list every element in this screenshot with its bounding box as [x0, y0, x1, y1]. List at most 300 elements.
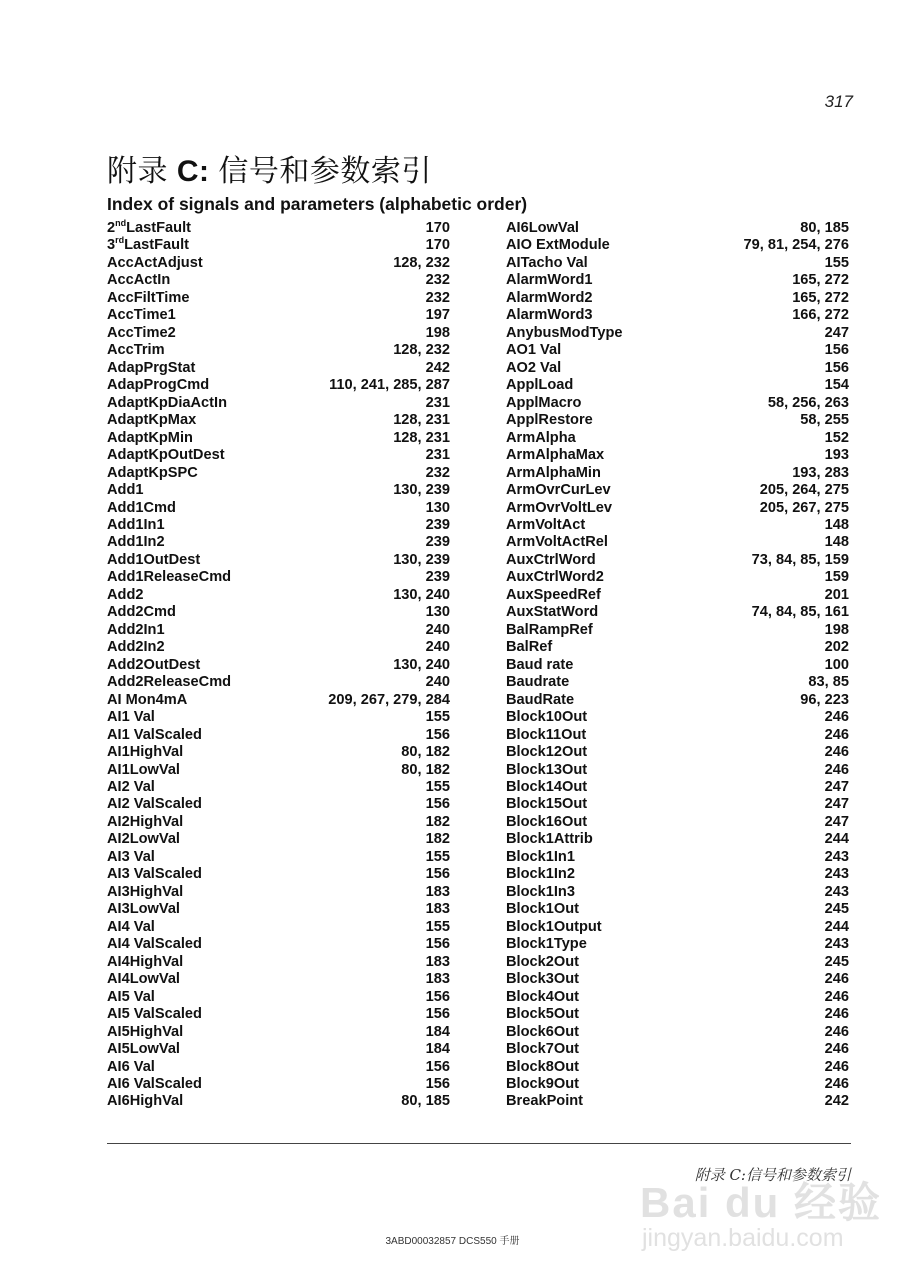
- entry-pages: 58, 256, 263: [767, 394, 849, 411]
- entry-name: [107, 500, 176, 517]
- entry-pages: 201: [824, 586, 849, 603]
- entry-pages: 246: [824, 988, 849, 1005]
- entry-name: [506, 814, 587, 831]
- index-entry: [506, 255, 849, 272]
- chapter-title: [107, 146, 432, 190]
- entry-pages: 83, 85: [808, 674, 849, 691]
- entry-pages: 246: [824, 1023, 849, 1040]
- index-entry: [107, 657, 450, 674]
- entry-pages: 240: [425, 621, 450, 638]
- entry-name-text: AdaptKpMin: [107, 429, 193, 446]
- index-entry: [506, 849, 849, 866]
- index-entry: [506, 290, 849, 307]
- entry-name-text: Add2In1: [107, 621, 165, 638]
- entry-pages: 79, 81, 254, 276: [743, 237, 849, 254]
- entry-name-text: AI5LowVal: [107, 1041, 180, 1058]
- entry-name-text: AI6LowVal: [506, 220, 579, 236]
- index-entry: [107, 901, 450, 918]
- entry-pages: 247: [824, 796, 849, 813]
- entry-pages: 128, 232: [393, 254, 450, 271]
- index-entry: [107, 325, 450, 342]
- entry-name: [506, 692, 574, 709]
- entry-pages: 130, 239: [393, 551, 450, 568]
- index-entry: [107, 779, 450, 796]
- entry-name-text: AIO ExtModule: [506, 237, 610, 254]
- index-entry: [107, 849, 450, 866]
- entry-name-text: AI4HighVal: [107, 953, 184, 970]
- entry-pages: 155: [824, 254, 849, 271]
- entry-name: [107, 325, 176, 342]
- entry-name-text: Add1In2: [107, 534, 165, 551]
- entry-name-text: ArmAlpha: [506, 429, 576, 446]
- index-entry: [107, 395, 450, 412]
- index-entry: [506, 884, 849, 901]
- index-entry: [107, 430, 450, 447]
- entry-name-text: Add2In2: [107, 639, 165, 656]
- entry-name-text: AlarmWord3: [506, 307, 593, 324]
- entry-name-text: BalRampRef: [506, 621, 593, 638]
- entry-name: [506, 360, 561, 377]
- entry-pages: 193: [824, 447, 849, 464]
- index-entry: [107, 1059, 450, 1076]
- entry-name: [506, 604, 598, 621]
- entry-name-text: ArmAlphaMin: [506, 464, 601, 481]
- index-entry: [107, 692, 450, 709]
- entry-name-text: AI2HighVal: [107, 813, 184, 830]
- entry-name-text: Block1Attrib: [506, 831, 593, 848]
- entry-name-text: AccTrim: [107, 342, 165, 359]
- entry-name: [506, 569, 604, 586]
- index-entry: [107, 674, 450, 691]
- entry-name-text: Block1In2: [506, 866, 575, 883]
- index-entry: [506, 604, 849, 621]
- index-entry: [506, 831, 849, 848]
- index-entry: [107, 1041, 450, 1058]
- index-entry: [506, 657, 849, 674]
- entry-name: [107, 744, 183, 761]
- entry-pages: 130, 240: [393, 586, 450, 603]
- index-entry: [506, 534, 849, 551]
- entry-name-text: Baudrate: [506, 674, 570, 691]
- entry-pages: 128, 231: [393, 429, 450, 446]
- index-entry: [506, 989, 849, 1006]
- entry-name: [506, 936, 587, 953]
- index-entry: [506, 377, 849, 394]
- entry-name: [506, 517, 585, 534]
- entry-pages: 246: [824, 1041, 849, 1058]
- entry-pages: 244: [824, 918, 849, 935]
- entry-ordinal-superscript: rd: [115, 235, 125, 246]
- index-entry: [506, 936, 849, 953]
- entry-name: [107, 569, 231, 586]
- entry-pages: 156: [824, 342, 849, 359]
- entry-name: [107, 814, 183, 831]
- entry-name: [506, 395, 581, 412]
- index-entry: [107, 412, 450, 429]
- index-entry: [506, 325, 849, 342]
- entry-pages: 239: [425, 516, 450, 533]
- entry-name: [506, 1076, 579, 1093]
- entry-name-text: BaudRate: [506, 691, 575, 708]
- entry-name: [506, 465, 601, 482]
- entry-name-text: Block13Out: [506, 761, 588, 778]
- entry-name-text: Block1Output: [506, 918, 602, 935]
- entry-pages: 184: [425, 1041, 450, 1058]
- entry-name-text: ApplRestore: [506, 412, 593, 429]
- entry-pages: 239: [425, 534, 450, 551]
- entry-pages: 231: [425, 447, 450, 464]
- entry-name: [506, 325, 622, 342]
- index-entry: [506, 360, 849, 377]
- entry-pages: 155: [425, 709, 450, 726]
- entry-name: [506, 1041, 579, 1058]
- entry-name-text: AccTime2: [107, 324, 176, 341]
- index-entry: [506, 971, 849, 988]
- index-entry: [107, 237, 450, 254]
- entry-pages: 110, 241, 285, 287: [329, 377, 450, 394]
- index-entry: [107, 622, 450, 639]
- entry-name-text: Add2Cmd: [107, 604, 176, 621]
- entry-pages: 170: [425, 220, 450, 236]
- entry-name-text: AdapPrgStat: [107, 359, 196, 376]
- entry-name-text: Add2: [107, 586, 144, 603]
- entry-name-text: AI3 ValScaled: [107, 866, 202, 883]
- index-entry: [107, 954, 450, 971]
- entry-name: [107, 412, 196, 429]
- entry-name-text: AlarmWord2: [506, 289, 593, 306]
- entry-name-text: AdaptKpMax: [107, 412, 197, 429]
- index-entry: [107, 569, 450, 586]
- entry-name-text: AI3HighVal: [107, 883, 184, 900]
- entry-pages: 193, 283: [792, 464, 849, 481]
- entry-name-text: AI1 ValScaled: [107, 726, 202, 743]
- entry-ordinal-superscript: nd: [115, 218, 127, 228]
- entry-name-text: AI6 ValScaled: [107, 1075, 202, 1092]
- entry-pages: 246: [824, 1058, 849, 1075]
- index-entry: [506, 954, 849, 971]
- entry-name-text: Block11Out: [506, 726, 587, 743]
- index-entry: [506, 1076, 849, 1093]
- entry-name: [107, 237, 189, 254]
- entry-pages: 156: [425, 1058, 450, 1075]
- entry-pages: 246: [824, 1075, 849, 1092]
- entry-pages: 156: [425, 988, 450, 1005]
- entry-name-text: Add1In1: [107, 516, 165, 533]
- entry-pages: 155: [425, 918, 450, 935]
- index-entry: [107, 919, 450, 936]
- index-entry: [107, 884, 450, 901]
- entry-pages: 159: [824, 569, 849, 586]
- entry-name: [107, 849, 155, 866]
- entry-name: [506, 884, 575, 901]
- entry-name-text: Block1In3: [506, 883, 575, 900]
- entry-name: [506, 220, 579, 237]
- watermark-url: jingyan.baidu.com: [642, 1224, 844, 1252]
- entry-name: [107, 831, 180, 848]
- entry-name: [107, 1024, 183, 1041]
- entry-name-text: Block12Out: [506, 744, 588, 761]
- index-entry: [506, 272, 849, 289]
- entry-name: [506, 534, 608, 551]
- index-entry: [506, 1024, 849, 1041]
- entry-name: [506, 657, 573, 674]
- entry-name-text: AI2LowVal: [107, 831, 180, 848]
- index-entry: [107, 1024, 450, 1041]
- index-entry: [107, 255, 450, 272]
- entry-name: [107, 482, 143, 499]
- entry-name: [506, 377, 573, 394]
- entry-name: [107, 604, 176, 621]
- entry-pages: 246: [824, 761, 849, 778]
- entry-name: [107, 1006, 202, 1023]
- entry-name-text: AI6HighVal: [107, 1093, 184, 1110]
- entry-name-text: AccActAdjust: [107, 254, 203, 271]
- entry-name-text: Block1In1: [506, 848, 575, 865]
- entry-pages: 243: [824, 866, 849, 883]
- entry-name: [107, 779, 155, 796]
- index-entry: [107, 866, 450, 883]
- page-number: 317: [824, 92, 853, 111]
- index-entry: [107, 989, 450, 1006]
- entry-name-text: Block4Out: [506, 988, 579, 1005]
- entry-pages: 156: [425, 1006, 450, 1023]
- entry-name: [506, 342, 561, 359]
- entry-name-text: AI3 Val: [107, 848, 155, 865]
- entry-pages: 205, 267, 275: [759, 499, 849, 516]
- index-entry: [107, 1006, 450, 1023]
- index-entry: [506, 465, 849, 482]
- index-entry: [506, 1041, 849, 1058]
- entry-name: [107, 622, 165, 639]
- entry-name-text: Block14Out: [506, 779, 588, 795]
- entry-name-text: AccTime1: [107, 307, 176, 324]
- entry-name: [107, 796, 202, 813]
- entry-name-text: ApplMacro: [506, 394, 582, 411]
- entry-name: [107, 866, 202, 883]
- entry-name-text: AdapProgCmd: [107, 377, 210, 394]
- index-entry: [107, 517, 450, 534]
- index-entry: [107, 936, 450, 953]
- index-entry: [107, 831, 450, 848]
- entry-pages: 247: [824, 324, 849, 341]
- entry-name: [506, 639, 552, 656]
- entry-pages: 154: [824, 377, 849, 394]
- index-entry: [506, 500, 849, 517]
- entry-pages: 246: [824, 709, 849, 726]
- index-entry: [506, 552, 849, 569]
- index-column-left: [107, 220, 450, 1111]
- entry-name: [107, 1041, 180, 1058]
- index-entry: [506, 482, 849, 499]
- entry-name-text: AI5 ValScaled: [107, 1006, 202, 1023]
- index-entry: [107, 482, 450, 499]
- entry-pages: 183: [425, 971, 450, 988]
- entry-name: [506, 849, 575, 866]
- index-entry: [107, 604, 450, 621]
- entry-name-text: Block9Out: [506, 1075, 579, 1092]
- index-entry: [506, 569, 849, 586]
- index-entry: [506, 430, 849, 447]
- entry-name: [107, 1059, 155, 1076]
- entry-pages: 202: [824, 639, 849, 656]
- index-entry: [506, 342, 849, 359]
- entry-pages: 166, 272: [792, 307, 849, 324]
- index-entry: [506, 866, 849, 883]
- entry-name: [107, 971, 180, 988]
- entry-name: [107, 430, 193, 447]
- entry-name: [506, 779, 587, 796]
- entry-name-text: Block16Out: [506, 813, 588, 830]
- entry-name: [506, 1093, 583, 1110]
- index-entry: [107, 762, 450, 779]
- index-entry: [506, 762, 849, 779]
- index-entry: [107, 1093, 450, 1110]
- entry-name-text: AI3LowVal: [107, 901, 180, 918]
- entry-pages: 240: [425, 639, 450, 656]
- entry-pages: 182: [425, 813, 450, 830]
- entry-pages: 243: [824, 883, 849, 900]
- entry-name-text: ArmAlphaMax: [506, 447, 605, 464]
- index-entry: [107, 552, 450, 569]
- entry-name-text: AuxCtrlWord: [506, 551, 596, 568]
- entry-pages: 205, 264, 275: [759, 482, 849, 499]
- watermark-brand: Bai du 经验: [640, 1179, 883, 1226]
- index-entry: [107, 796, 450, 813]
- entry-name: [506, 587, 601, 604]
- entry-pages: 58, 255: [800, 412, 849, 429]
- entry-name: [506, 1024, 579, 1041]
- entry-pages: 148: [824, 534, 849, 551]
- entry-name: [506, 762, 587, 779]
- entry-name: [506, 1059, 579, 1076]
- entry-pages: 232: [425, 289, 450, 306]
- entry-pages: 209, 267, 279, 284: [328, 691, 450, 708]
- entry-pages: 80, 185: [401, 1093, 450, 1110]
- entry-name-text: Add1ReleaseCmd: [107, 569, 232, 586]
- entry-pages: 244: [824, 831, 849, 848]
- footer-chapter-label: 附录 C:信号和参数索引: [694, 1166, 851, 1184]
- entry-pages: 183: [425, 883, 450, 900]
- entry-name: [107, 1076, 202, 1093]
- entry-name-text: AuxSpeedRef: [506, 586, 601, 603]
- entry-pages: 96, 223: [800, 691, 849, 708]
- entry-pages: 247: [824, 779, 849, 795]
- entry-name-text: BalRef: [506, 639, 553, 656]
- entry-name: [107, 954, 183, 971]
- footer-divider: [107, 1143, 851, 1144]
- entry-pages: 247: [824, 813, 849, 830]
- entry-name: [107, 395, 227, 412]
- entry-pages: 197: [425, 307, 450, 324]
- entry-pages: 156: [425, 726, 450, 743]
- entry-name: [107, 692, 187, 709]
- entry-name: [506, 744, 587, 761]
- index-entry: [107, 500, 450, 517]
- entry-name: [506, 482, 611, 499]
- index-entry: [506, 447, 849, 464]
- entry-name: [107, 936, 202, 953]
- entry-pages: 231: [425, 394, 450, 411]
- entry-name: [506, 255, 588, 272]
- index-entry: [506, 779, 849, 796]
- entry-name: [107, 762, 180, 779]
- entry-name: [107, 901, 180, 918]
- entry-pages: 242: [425, 359, 450, 376]
- index-entry: [506, 622, 849, 639]
- index-entry: [107, 465, 450, 482]
- entry-name-text: Block10Out: [506, 709, 588, 726]
- entry-name: [107, 465, 198, 482]
- entry-pages: 80, 185: [800, 220, 849, 236]
- entry-pages: 246: [824, 726, 849, 743]
- index-entry: [506, 814, 849, 831]
- entry-name-text: AI1HighVal: [107, 744, 184, 761]
- entry-name: [107, 255, 203, 272]
- entry-name: [506, 290, 593, 307]
- index-entry: [107, 307, 450, 324]
- entry-name: [506, 552, 596, 569]
- section-title: Index of signals and parameters (alphabetic order): [107, 194, 528, 214]
- entry-pages: 156: [824, 359, 849, 376]
- index-entry: [107, 709, 450, 726]
- entry-name: [107, 534, 165, 551]
- entry-name: [107, 639, 165, 656]
- index-entry: [506, 919, 849, 936]
- index-entry: [506, 796, 849, 813]
- entry-name: [107, 884, 183, 901]
- entry-pages: 246: [824, 971, 849, 988]
- entry-pages: 243: [824, 936, 849, 953]
- entry-name-text: Add1OutDest: [107, 551, 201, 568]
- entry-name: [107, 377, 209, 394]
- entry-name-text: AI4 ValScaled: [107, 936, 202, 953]
- entry-name-text: Block8Out: [506, 1058, 579, 1075]
- entry-name: [107, 657, 200, 674]
- entry-name-text: AI Mon4mA: [107, 691, 188, 708]
- entry-pages: 182: [425, 831, 450, 848]
- index-entry: [506, 744, 849, 761]
- index-entry: [107, 744, 450, 761]
- entry-pages: 156: [425, 936, 450, 953]
- entry-name-text: AI5HighVal: [107, 1023, 184, 1040]
- index-entry: [107, 377, 450, 394]
- entry-name-text: AI1 Val: [107, 709, 155, 726]
- entry-pages: 243: [824, 848, 849, 865]
- entry-name-text: Add2OutDest: [107, 656, 201, 673]
- index-entry: [107, 727, 450, 744]
- index-entry: [506, 692, 849, 709]
- entry-name: [107, 342, 165, 359]
- entry-name: [506, 500, 612, 517]
- entry-pages: 130: [425, 604, 450, 621]
- entry-name: [506, 272, 593, 289]
- entry-name: [506, 307, 593, 324]
- entry-pages: 156: [425, 1075, 450, 1092]
- entry-pages: 245: [824, 901, 849, 918]
- entry-name: [506, 430, 576, 447]
- entry-name-text: AnybusModType: [506, 324, 623, 341]
- entry-name-text: AI6 Val: [107, 1058, 155, 1075]
- entry-name-text: Block5Out: [506, 1006, 579, 1023]
- entry-name: [506, 1006, 579, 1023]
- entry-pages: 130, 240: [393, 656, 450, 673]
- entry-name-text: AdaptKpDiaActIn: [107, 394, 227, 411]
- entry-name-text: AccActIn: [107, 272, 171, 289]
- index-entry: [506, 727, 849, 744]
- entry-name: [506, 709, 587, 726]
- entry-name: [506, 919, 602, 936]
- entry-pages: 170: [425, 237, 450, 254]
